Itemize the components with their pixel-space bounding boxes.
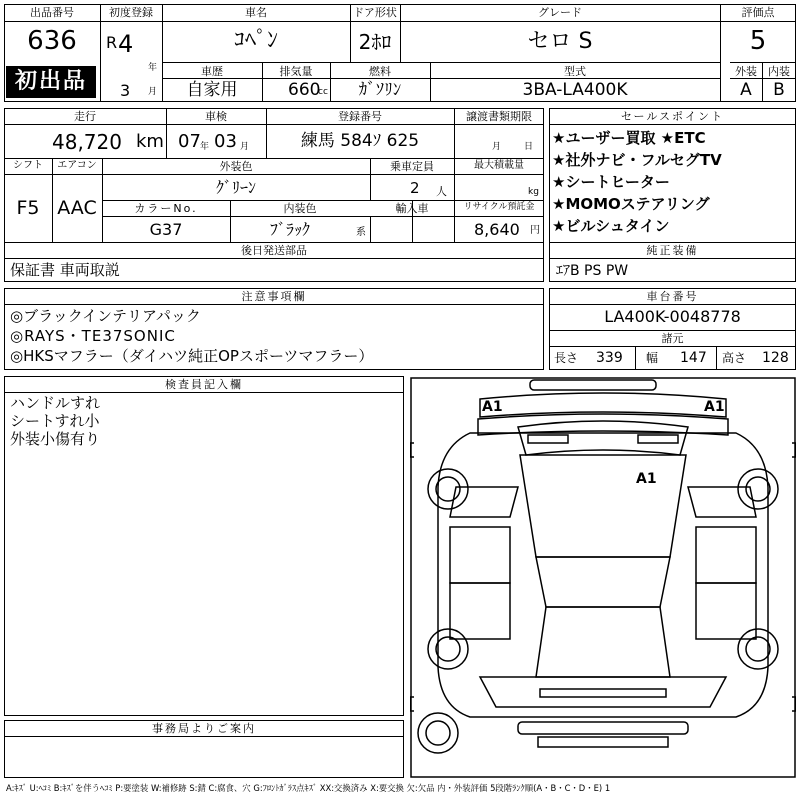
recycle-label: リサイクル預託金 [463, 202, 535, 212]
interior-color-label: 内装色 [283, 202, 317, 215]
lot-number-label: 出品番号 [30, 6, 74, 19]
width-label: 幅 [646, 351, 659, 365]
grade: セロ S [527, 29, 593, 54]
reg-era: R [106, 33, 118, 52]
chassis-label: 車台番号 [646, 290, 699, 303]
air-conditioner: AAC [57, 197, 97, 219]
transfer-month-unit: 月 [492, 142, 502, 152]
spec-label: 諸元 [661, 332, 684, 345]
load-unit: kg [528, 187, 539, 197]
sales-point-5: ★ビルシュタイン [552, 217, 670, 235]
damage-legend: A:ｷｽﾞ U:ﾍｺﾐ B:ｷｽﾞを伴うﾍｺﾐ P:要塗装 W:補修跡 S:錆 C:腐食、穴 G:ﾌﾛﾝﾄｶﾞﾗｽ点ｷｽﾞ XX:交換済み X:要交換 欠:欠品 内・外装評価 5段階ﾗﾝｸ順(A・B・C・D・E) 1 [6, 783, 611, 793]
door-label: ドア形状 [353, 6, 397, 19]
note-line-1: ◎ブラックインテリアパック [10, 307, 201, 325]
sales-point-2: ★社外ナビ・フルセグTV [552, 151, 722, 169]
equipment: ｴｱB PS PW [556, 263, 629, 279]
note-line-2: ◎RAYS・TE37SONIC [10, 327, 176, 345]
import-label: 輸入車 [395, 202, 429, 215]
score-label: 評価点 [741, 6, 775, 19]
width: 147 [680, 350, 707, 366]
recycle-fee: 8,640 [474, 220, 520, 239]
equipment-label: 純正装備 [646, 244, 699, 257]
height: 128 [762, 350, 789, 366]
inspector-line-3: 外装小傷有り [10, 430, 101, 448]
fuel-label: 燃料 [369, 65, 391, 78]
notes-label: 注意事項欄 [241, 290, 307, 303]
first-listing-badge: 初出品 [6, 66, 96, 98]
damage-front-left: A1 [482, 399, 503, 415]
inspection-month-unit: 月 [240, 142, 250, 152]
color-no-label: カラーNo. [134, 202, 198, 215]
later-parts: 保証書 車両取説 [10, 261, 120, 279]
car-name: ｺﾍﾟﾝ [233, 28, 278, 53]
note-line-3: ◎HKSマフラー（ダイハツ純正OPスポーツマフラー） [10, 347, 374, 365]
model-label: 型式 [564, 65, 586, 78]
length: 339 [596, 350, 623, 366]
int-label: 内装 [768, 65, 790, 78]
damage-hood: A1 [636, 471, 657, 487]
reg-month: 3 [120, 81, 131, 100]
transfer-day-unit: 日 [524, 142, 534, 152]
color-number: G37 [149, 220, 183, 239]
capacity: 2 [410, 179, 420, 197]
inspector-line-2: シートすれ小 [10, 412, 100, 430]
reg-month-unit: 月 [148, 87, 158, 97]
transfer-label: 譲渡書類期限 [466, 110, 532, 123]
mileage-label: 走行 [74, 110, 96, 123]
score: 5 [749, 26, 767, 56]
car-name-label: 車名 [245, 6, 267, 19]
car-body-diagram [410, 377, 796, 778]
sales-point-4: ★MOMOステアリング [552, 195, 710, 213]
inspection-year-unit: 年 [200, 142, 210, 152]
plate-label: 登録番号 [338, 110, 382, 123]
lot-number: 636 [27, 26, 77, 56]
disp-label: 排気量 [279, 65, 313, 78]
capacity-label: 乗車定員 [390, 160, 434, 173]
inspection-year: 07 [178, 131, 201, 152]
exterior-color: ｸﾞﾘｰﾝ [215, 178, 256, 197]
history-label: 車歴 [201, 65, 223, 78]
fuel: ｶﾞｿﾘﾝ [358, 80, 402, 100]
reg-year-unit: 年 [148, 63, 158, 73]
color-label: 外装色 [219, 160, 253, 173]
damage-front-right: A1 [704, 399, 725, 415]
mileage-unit: km [136, 131, 164, 152]
shift: F5 [16, 197, 40, 219]
load-label: 最大積載量 [474, 160, 524, 171]
inspector-label: 検査員記入欄 [165, 378, 243, 391]
height-label: 高さ [722, 351, 747, 365]
disp-unit: cc [318, 87, 328, 97]
sales-point-3: ★シートヒーター [552, 173, 670, 191]
length-label: 長さ [554, 351, 579, 365]
reg-year: 4 [118, 30, 134, 58]
interior-unit: 系 [356, 227, 366, 238]
mileage: 48,720 [52, 130, 122, 154]
int-grade: B [773, 80, 785, 100]
inspector-line-1: ハンドルすれ [10, 394, 101, 412]
recycle-unit: 円 [530, 225, 540, 236]
sales-point-label: セールスポイント [620, 110, 724, 123]
office-label: 事務局よりご案内 [152, 722, 256, 735]
history: 自家用 [186, 80, 238, 100]
door-type: 2ﾎﾛ [358, 30, 392, 54]
chassis-number: LA400K-0048778 [604, 307, 741, 326]
sales-point-1: ★ユーザー買取 ★ETC [552, 129, 706, 147]
ext-grade: A [740, 80, 752, 100]
plate-number: 練馬 584ｿ 625 [300, 131, 420, 151]
displacement: 660 [288, 80, 321, 100]
ext-label: 外装 [735, 65, 757, 78]
inspection-month: 03 [214, 131, 237, 152]
inspection-label: 車検 [205, 110, 227, 123]
model-code: 3BA-LA400K [522, 80, 628, 100]
interior-color: ﾌﾞﾗｯｸ [269, 220, 310, 239]
shift-label: シフト [13, 160, 43, 171]
capacity-unit: 人 [436, 185, 447, 198]
ac-label: エアコン [57, 160, 97, 171]
first-reg-label: 初度登録 [109, 6, 153, 19]
grade-label: グレード [538, 6, 582, 19]
later-parts-label: 後日発送部品 [241, 244, 307, 257]
